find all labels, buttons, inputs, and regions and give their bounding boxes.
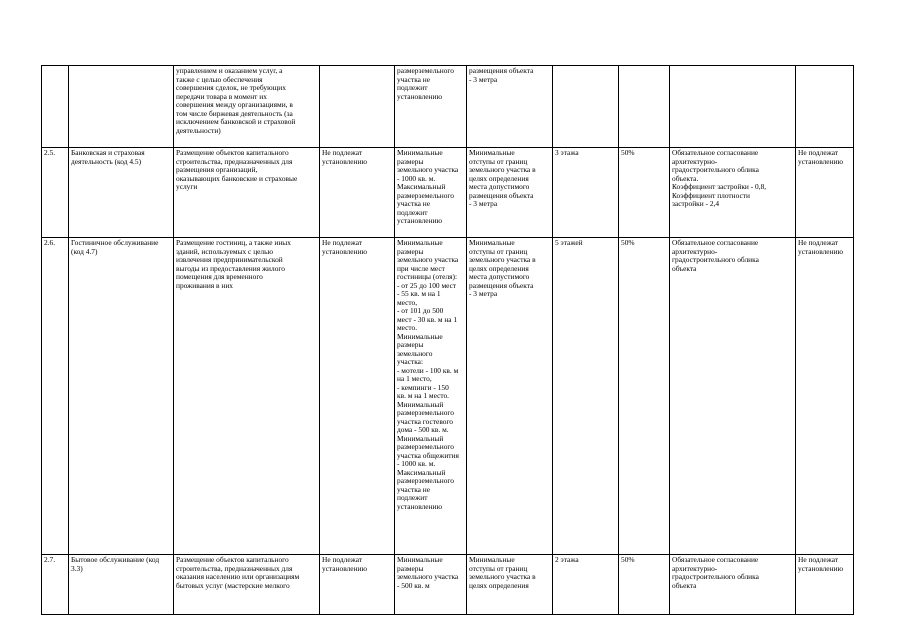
restrictions-cell: Не подлежат установлению [796,148,854,238]
height-limit-cell [320,66,395,148]
height-limit-cell: Не подлежат установлению [320,148,395,238]
use-type-cell: Гостиничное обслуживание (код 4.7) [69,238,174,555]
restrictions-cell: Не подлежат установлению [796,238,854,555]
height-limit-cell: Не подлежат установлению [320,555,395,615]
use-description-cell: Размещение объектов капитального строительства, предназначенных для оказания населению или организациям бытовых услуг (мастерские мелкого [174,555,320,615]
use-description-cell: управлением и оказанием услуг, а также с целью обеспечения совершения сделок, не требующих передачи товара в момент их совершения между организациями, в том числе биржевая деятельность (за исключением банковской и страховой деятельности) [174,66,320,148]
other-params-cell: Обязательное согласование архитектурно- градостроительного облика объекта [670,238,796,555]
restrictions-cell: Не подлежат установлению [796,555,854,615]
use-description-cell: Размещение объектов капитального строительства, предназначенных для размещения организаций, оказывающих банковские и страховые услуги [174,148,320,238]
use-type-cell: Бытовое обслуживание (код 3.3) [69,555,174,615]
row-number-cell: 2.7. [42,555,69,615]
table-row [42,555,854,615]
coverage-percent-cell [619,66,670,148]
use-type-cell: Банковская и страховая деятельность (код 4.5) [69,148,174,238]
plot-size-cell: Минимальные размеры земельного участка - 500 кв. м [395,555,467,615]
plot-size-cell: Минимальные размеры земельного участка - 1000 кв. м. Максимальный размерземельного участка не подлежит установлению [395,148,467,238]
row-number-cell [42,66,69,148]
table-row [42,66,854,148]
restrictions-cell [796,66,854,148]
max-floors-cell [553,66,619,148]
use-description-cell: Размещение гостиниц, а также иных зданий, используемых с целью извлечения предпринимательской выгоды из предоставления жилого помещения для временного проживания в них [174,238,320,555]
max-floors-cell: 5 этажей [553,238,619,555]
coverage-percent-cell: 50% [619,555,670,615]
setback-cell: размещения объекта - 3 метра [467,66,553,148]
land-use-regulations-table [41,65,854,615]
setback-cell: Минимальные отступы от границ земельного участка в целях определения [467,555,553,615]
row-number-cell: 2.6. [42,238,69,555]
setback-cell: Минимальные отступы от границ земельного участка в целях определения места допустимого размещения объекта - 3 метра [467,238,553,555]
max-floors-cell: 3 этажа [553,148,619,238]
plot-size-cell: размерземельного участка не подлежит установлению [395,66,467,148]
use-type-cell [69,66,174,148]
row-number-cell: 2.5. [42,148,69,238]
other-params-cell: Обязательное согласование архитектурно- градостроительного облика объекта. Коэффициент застройки - 0,8, Коэффициент плотности застройки - 2,4 [670,148,796,238]
coverage-percent-cell: 50% [619,238,670,555]
max-floors-cell: 2 этажа [553,555,619,615]
plot-size-cell: Минимальные размеры земельного участка при числе мест гостиницы (отеля): - от 25 до 100 мест - 55 кв. м на 1 место, - от 101 до 500 мест - 30 кв. м на 1 место. Минимальные размеры земельного участка: - мотели - 100 кв. м на 1 место, - кемпинги - 150 кв. м на 1 место. Минимальный размерземельного участка гостевого дома - 500 кв. м. Минимальный размерземельного участка общежития - 1000 кв. м. Максимальный размерземельного участка не подлежит установлению [395,238,467,555]
table-row [42,238,854,555]
other-params-cell: Обязательное согласование архитектурно- градостроительного облика объекта [670,555,796,615]
coverage-percent-cell: 50% [619,148,670,238]
height-limit-cell: Не подлежат установлению [320,238,395,555]
other-params-cell [670,66,796,148]
setback-cell: Минимальные отступы от границ земельного участка в целях определения места допустимого размещения объекта - 3 метра [467,148,553,238]
table-row [42,148,854,238]
